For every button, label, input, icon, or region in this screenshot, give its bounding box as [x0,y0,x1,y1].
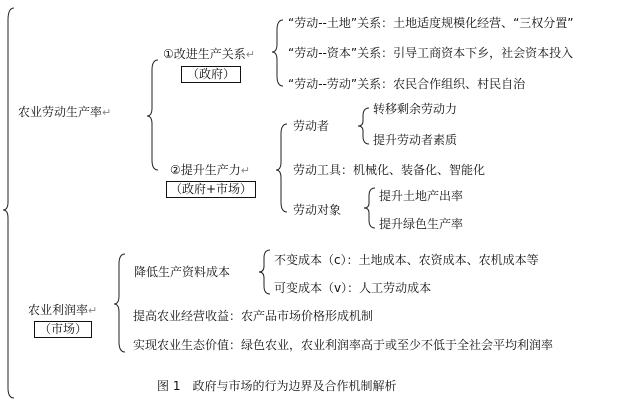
paragraph-mark-icon: ↵ [240,164,250,177]
profit-text: 农业利润率 [28,303,89,317]
objects-label: 劳动对象 [293,203,342,217]
paragraph-mark-icon: ↵ [245,48,255,61]
relations-brace [272,20,283,86]
laborer-brace [358,108,369,144]
relation-item-capital: “劳动--资本”关系：引导工商资本下乡，社会资本投入 [288,46,574,60]
cost-item-constant: 不变成本（c）：土地成本、农资成本、农机成本等 [274,253,539,267]
cost-brace [259,250,270,294]
eco-text: 实现农业生态价值：绿色农业，农业利润率高于或至少不低于全社会平均利润率 [133,338,554,352]
laborer-item: 提升劳动者素质 [373,133,458,147]
productivity-tag-box: （政府+市场） [166,181,256,198]
profit-tag-box: （市场） [34,321,92,338]
paragraph-mark-icon: ↵ [102,106,112,119]
relations-tag-box: （政府） [181,66,241,83]
relations-text: ①改进生产关系 [163,47,246,61]
figure-caption: 图 1 政府与市场的行为边界及合作机制解析 [157,379,397,393]
cost-item-variable: 可变成本（v）：人工劳动成本 [274,281,432,295]
objects-brace [364,188,375,228]
objects-item: 提升绿色生产率 [379,217,464,231]
branch-brace [147,60,158,170]
productivity-brace [276,124,287,212]
profit-brace [114,254,125,352]
cost-label: 降低生产资料成本 [134,265,231,279]
objects-item: 提升土地产出率 [379,189,464,203]
relations-label [163,46,255,63]
root-brace [3,8,14,398]
profit-label [28,302,97,319]
income-text: 提高农业经营收益：农产品市场价格形成机制 [133,309,374,323]
productivity-label [170,162,250,179]
laborer-item: 转移剩余劳动力 [373,102,458,116]
productivity-text: ②提升生产力 [170,163,241,177]
tools-text: 劳动工具：机械化、装备化、智能化 [293,163,486,177]
root-label [18,104,111,121]
root-text: 农业劳动生产率 [18,105,103,119]
laborer-label: 劳动者 [293,119,330,133]
relation-item-labor: “劳动--劳动”关系：农民合作组织、村民自治 [288,77,526,91]
paragraph-mark-icon: ↵ [88,304,98,317]
relation-item-land: “劳动--土地”关系：土地适度规模化经营、“三权分置” [288,16,574,30]
